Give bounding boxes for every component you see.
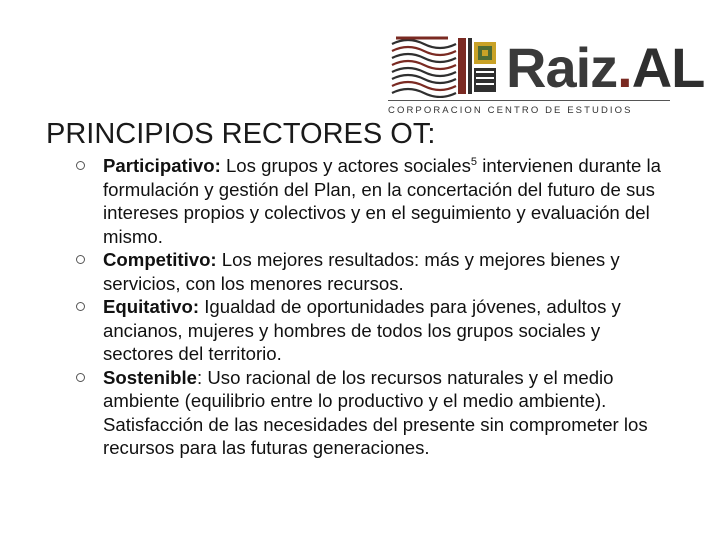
principle-text: Los grupos y actores sociales	[220, 155, 471, 176]
principle-text: : Uso racional de los recursos naturales y el medio ambiente (equilibrio entre lo productivo y el medio ambiente). Satisfacción de las necesidades del presente sin comprometer los recursos para las futuras generaciones.	[103, 366, 648, 458]
page-title: PRINCIPIOS RECTORES OT:	[46, 118, 436, 150]
principle-text: Igualdad de oportunidades para jóvenes, adultos y ancianos, mujeres y hombres de todos los grupos sociales y sectores del territorio.	[103, 296, 621, 364]
principle-term: Competitivo:	[103, 249, 217, 270]
principle-term: Equitativo:	[103, 296, 200, 317]
principle-text-continued: intervienen durante la formulación y gestión del Plan, en la concertación del futuro de sus intereses propios y colectivos y en el seguimiento y evaluación del mismo.	[103, 155, 662, 247]
principle-sostenible	[76, 366, 666, 460]
bullet-circle-icon	[76, 161, 85, 170]
footnote-marker: 5	[470, 155, 478, 168]
bullet-circle-icon	[76, 255, 85, 264]
principle-equitativo	[76, 295, 666, 366]
principle-participativo	[76, 154, 666, 248]
logo-word-al: AL	[631, 36, 705, 99]
bullet-circle-icon	[76, 373, 85, 382]
principle-text: Los mejores resultados: más y mejores bienes y servicios, con los menores recursos.	[103, 249, 620, 294]
principle-term: Sostenible	[103, 366, 198, 388]
logo-wordmark	[506, 38, 704, 98]
logo-word-dot: .	[617, 36, 632, 99]
principle-term: Participativo:	[103, 155, 221, 176]
logo-word-raiz: Raiz	[506, 36, 618, 99]
logo-emblem-icon	[388, 34, 500, 98]
principle-competitivo	[76, 248, 666, 295]
raizal-logo	[388, 34, 705, 124]
bullet-circle-icon	[76, 302, 85, 311]
logo-divider	[388, 100, 670, 101]
principles-list	[76, 154, 666, 460]
logo-subtitle: CORPORACION CENTRO DE ESTUDIOS	[388, 105, 633, 116]
